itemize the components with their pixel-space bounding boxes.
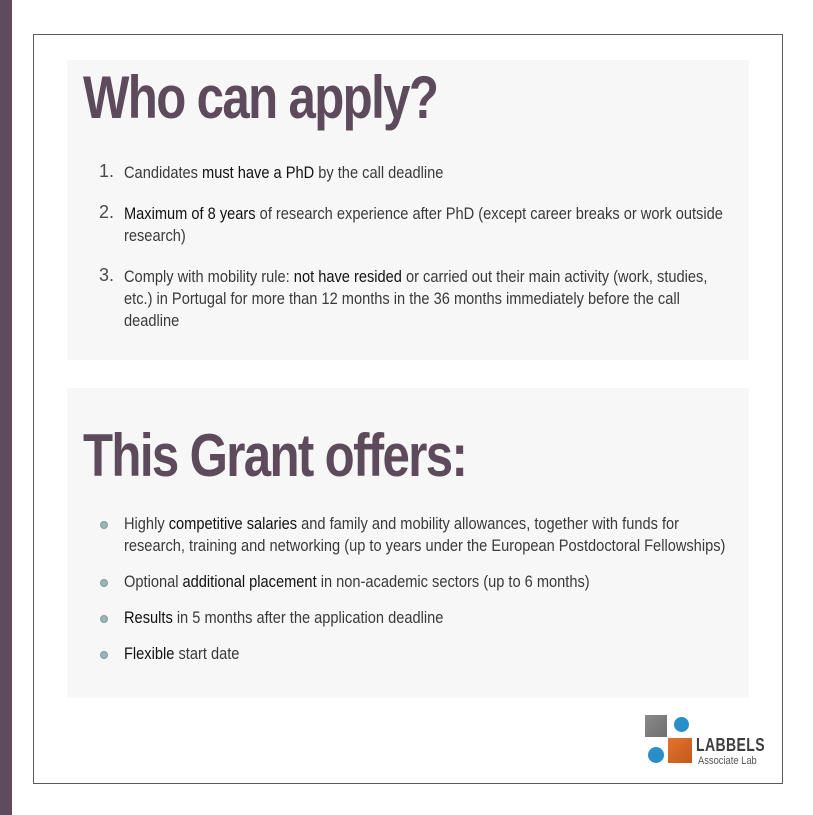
list-item xyxy=(97,266,737,332)
eligibility-list xyxy=(97,162,737,351)
bullet-icon xyxy=(100,651,108,659)
eligibility-title: Who can apply? xyxy=(83,64,438,131)
item-text: Candidates must have a PhD by the call deadline xyxy=(124,163,444,182)
item-text: Flexible start date xyxy=(124,644,240,663)
left-accent-bar xyxy=(0,0,12,815)
item-number: 3. xyxy=(99,265,115,285)
item-text: Optional additional placement in non-academic sectors (up to 6 months) xyxy=(124,572,590,591)
info-card xyxy=(33,34,783,784)
grant-offers-title: This Grant offers: xyxy=(83,422,467,489)
labbels-logo xyxy=(644,715,774,775)
item-number: 1. xyxy=(99,161,115,181)
list-item xyxy=(97,513,737,557)
grant-offers-section xyxy=(67,388,749,698)
item-text: Comply with mobility rule: not have resided or carried out their main activity (work, studies, etc.) in Portugal for more than 12 months in the 36 months immediately before the call deadline xyxy=(124,267,708,330)
logo-grey-square-icon xyxy=(645,715,667,737)
offers-list xyxy=(97,513,737,679)
item-text: Maximum of 8 years of research experience after PhD (except career breaks or work outside research) xyxy=(124,204,723,245)
eligibility-section xyxy=(67,60,749,360)
logo-orange-square-icon xyxy=(668,738,692,763)
logo-blue-circle-icon xyxy=(674,717,689,732)
list-item xyxy=(97,643,737,665)
list-item xyxy=(97,203,737,247)
list-item xyxy=(97,162,737,184)
logo-name: LABBELS xyxy=(696,735,766,755)
bullet-icon xyxy=(100,615,108,623)
list-item xyxy=(97,571,737,593)
item-number: 2. xyxy=(99,202,115,222)
item-text: Results in 5 months after the application deadline xyxy=(124,608,444,627)
list-item xyxy=(97,607,737,629)
bullet-icon xyxy=(100,521,108,529)
bullet-icon xyxy=(100,579,108,587)
item-text: Highly competitive salaries and family and mobility allowances, together with funds for research, training and networking (up to years under the European Postdoctoral Fellowships) xyxy=(124,514,726,555)
logo-blue-circle-icon xyxy=(648,747,664,763)
logo-subtitle: Associate Lab xyxy=(698,755,757,767)
